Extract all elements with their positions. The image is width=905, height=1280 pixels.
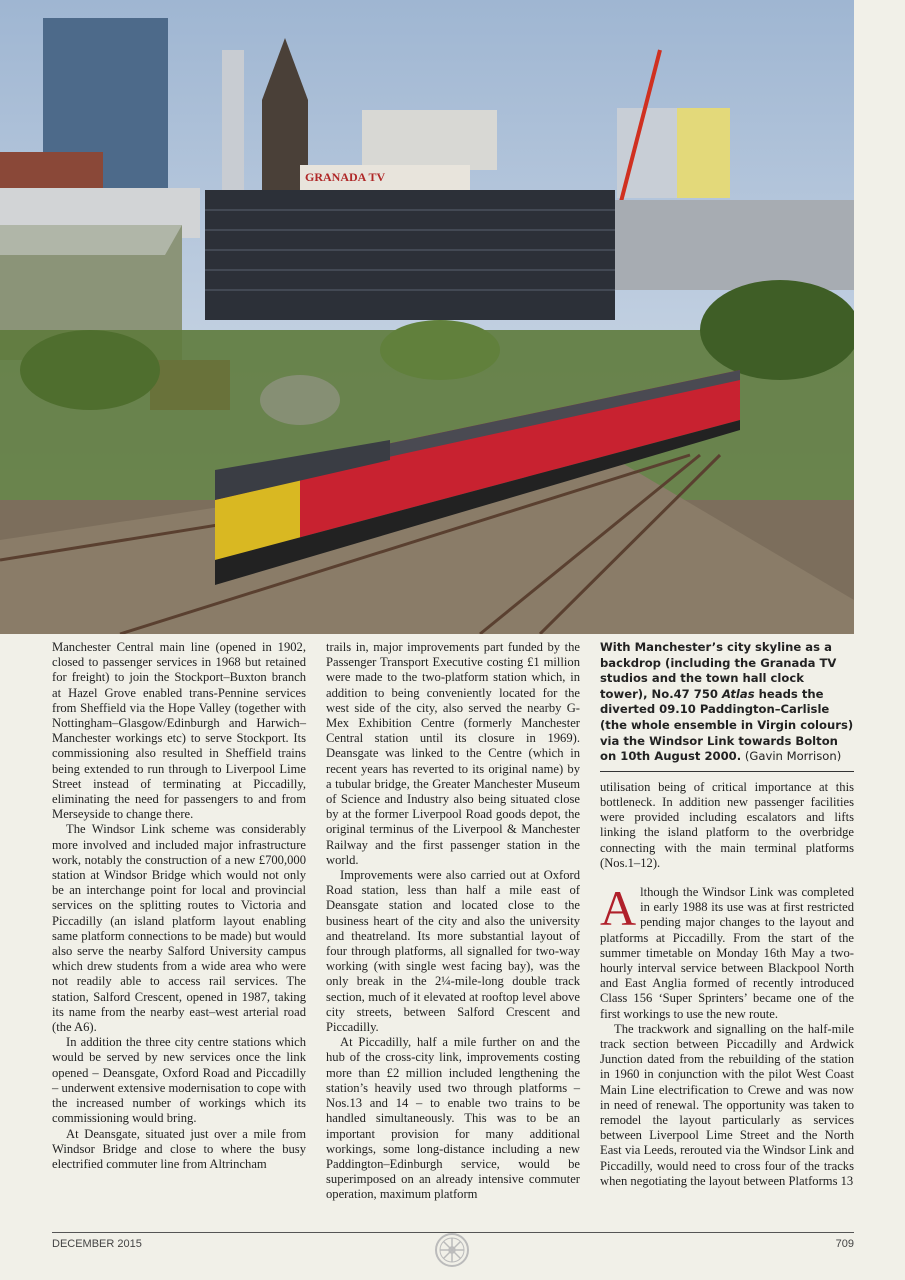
photo-credit: (Gavin Morrison) — [741, 749, 842, 764]
locomotive-name: Atlas — [722, 686, 755, 701]
paragraph: In addition the three city centre stations which would be served by new services once the link opened – Deansgate, Oxford Road and Piccadilly – underwent extensive modernisation to cope with the increased number of workings which its commissioning would bring. — [52, 1035, 306, 1126]
paragraph: The trackwork and signalling on the half-mile track section between Piccadilly and Ardwick Junction dated from the rebuilding of the station in 1960 in conjunction with the pilot West Coast Main Line electrification to Crewe and was now in need of renewal. The opportunity was taken to remodel the layout particularly as services between Liverpool Lime Street and the North East via Leeds, rerouted via the Windsor Link and Piccadilly, would need to cross four of the tracks when negotiating the layout between Platforms 13 — [600, 1021, 854, 1188]
paragraph: The Windsor Link scheme was considerably more involved and included major infrastructure work, notably the construction of a new £700,000 station at Windsor Bridge which would not only be an interchange point for local and provincial services on the splitting routes to Victoria and Piccadilly (an island platform layout enabling same platform connections to be made) but would also serve the nearby Salford University campus which drew students from a wide area who were not readily able to access rail services. The station, Salford Crescent, opened in 1987, taking its name from the nearby east–west arterial road (the A6). — [52, 822, 306, 1035]
paragraph: utilisation being of critical importance at this bottleneck. In addition new passenger facilities were provided including escalators and lifts linking the island platform to the overbridge connecting with the main terminal platforms (Nos.1–12). — [600, 779, 854, 870]
page-number: 709 — [835, 1238, 854, 1250]
article-column-1 — [52, 640, 306, 1172]
granada-tv-sign: GRANADA TV — [305, 170, 386, 184]
paragraph-text: lthough the Windsor Link was completed in early 1988 its use was at first restricted pending major changes to the layout and platforms at Piccadilly. From the start of the summer timetable on Monday 16th May a two-hourly interval service between Blackpool North and East Anglia formed of recently introduced Class 156 ‘Super Sprinters’ became one of the first workings to use the new route. — [600, 884, 854, 1021]
wheel-logo-icon — [434, 1232, 470, 1268]
article-column-3 — [600, 640, 854, 1189]
photo-caption — [600, 640, 854, 765]
article-column-2 — [326, 640, 580, 1203]
issue-date: DECEMBER 2015 — [52, 1238, 142, 1250]
caption-text: With Manchester’s city skyline as a backdrop (including the Granada TV studios and the town hall clock tower), No.47 750 — [600, 640, 837, 701]
caption-divider — [600, 771, 854, 772]
drop-cap: A — [600, 879, 637, 936]
caption-text: heads the diverted 09.10 Paddington–Carlisle (the whole ensemble in Virgin colours) via the Windsor Link towards Bolton on 10th August 2000. — [600, 686, 854, 764]
paragraph: trails in, major improvements part funded by the Passenger Transport Executive costing £1 million were made to the two-platform station which, in addition to being conveniently located for the west side of the city, also served the nearby G-Mex Exhibition Centre (formerly Manchester Central station until its closure in 1969). Deansgate was linked to the Centre (which in recent years has reverted to its original name) by a tubular bridge, the Greater Manchester Museum of Science and Industry also being situated close by at the former Liverpool Road goods depot, the original terminus of the Liverpool & Manchester Railway and the first passenger station in the world. — [326, 640, 580, 867]
paragraph: Manchester Central main line (opened in 1902, closed to passenger services in 1968 but retained for freight) to join the Stockport–Buxton branch at Hazel Grove enabled trans-Pennine services from Sheffield via the Hope Valley (together with Nottingham–Glasgow/Edinburgh and Harwich–Manchester workings etc) to serve Stockport. Its commissioning also resulted in Sheffield trains being extended to run through to Liverpool Lime Street instead of terminating at Piccadilly, eliminating the need for passengers to and from Merseyside to change there. — [52, 640, 306, 822]
paragraph-with-drop-cap — [600, 879, 854, 1022]
paragraph: At Deansgate, situated just over a mile from Windsor Bridge and close to where the busy electrified commuter line from Altrincham — [52, 1126, 306, 1171]
photo-manchester-skyline-train — [0, 0, 854, 634]
paragraph: Improvements were also carried out at Oxford Road station, less than half a mile east of Deansgate station and located close to the business heart of the city and also the university and theatreland. Its more substantial layout of four through platforms, all signalled for two-way working (with single west facing bay), was the only break in the 2¼-mile-long double track section, much of it elevated at rooftop level above city streets, between Salford Crescent and Piccadilly. — [326, 868, 580, 1035]
paragraph: At Piccadilly, half a mile further on and the hub of the cross-city link, improvements costing more than £2 million included lengthening the station’s heavily used two through platforms – Nos.13 and 14 – to enable two trains to be handled simultaneously. This was to be an important provision for many additional workings, some long-distance including a new Paddington–Edinburgh service, would be superimposed on an already intensive commuter operation, maximum platform — [326, 1035, 580, 1202]
